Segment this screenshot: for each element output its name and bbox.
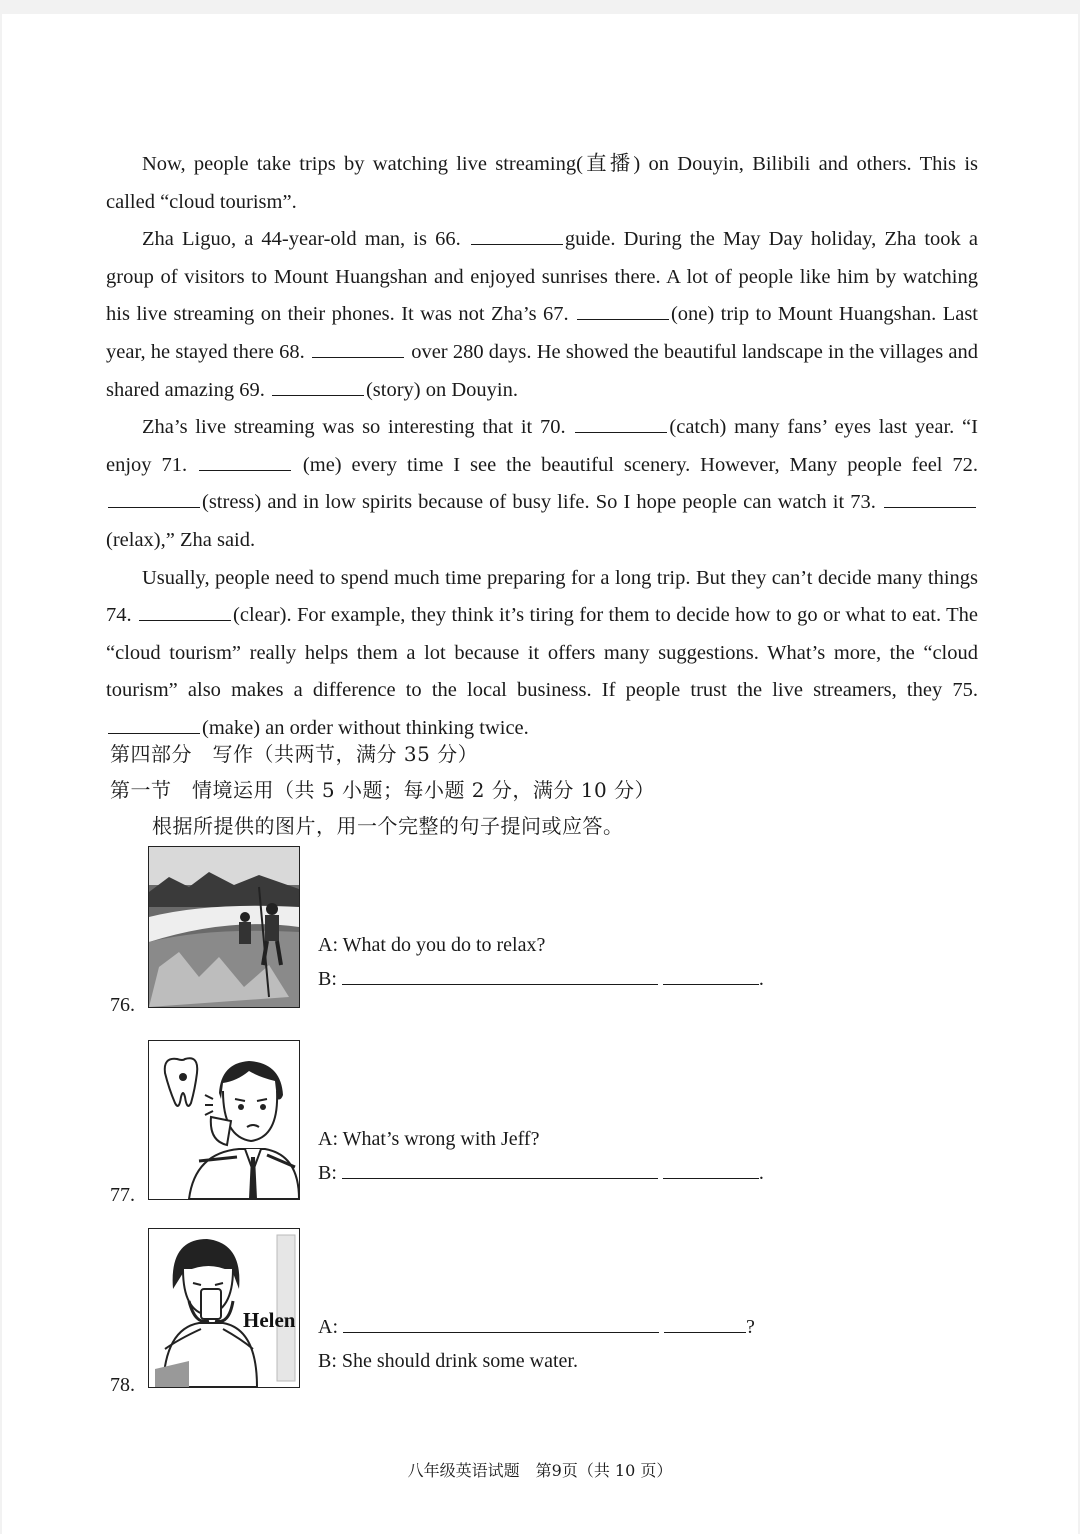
item-77-answer-line-2[interactable] [663,1156,759,1179]
item-77-question: A: What’s wrong with Jeff? [318,1128,540,1150]
item-77-number: 77. [110,1184,135,1206]
item-76-dialogue: A: What do you do to relax? B: . [318,928,764,996]
helen-label: Helen [243,1308,296,1332]
item-78-answer: B: She should drink some water. [318,1350,578,1372]
item-77-answer-line[interactable] [342,1156,658,1179]
blank-72[interactable] [108,487,200,508]
blank-74[interactable] [139,600,231,621]
blank-75[interactable] [108,713,200,734]
paragraph-1: Now, people take trips by watching live streaming(直播) on Douyin, Bilibili and others. This is called “cloud tourism”. [106,153,978,213]
paragraph-4: Usually, people need to spend much time preparing for a long trip. But they can’t decide many things 74. (clear). For example, they think it’s tiring for them to decide how to go or what to eat. The “cloud tourism” really helps them a lot because it offers many suggestions. What’s more, the “cloud tourism” also makes a difference to the local business. If people trust the live streamers, they 75. (make) an order without thinking twice. [106,566,978,739]
exam-page [2,14,1078,1534]
item-77-dialogue: A: What’s wrong with Jeff? B: . [318,1122,764,1190]
instruction: 根据所提供的图片，用一个完整的句子提问或应答。 [152,814,624,838]
part-title: 第四部分 写作（共两节，满分 35 分） [110,742,479,766]
paragraph-2: Zha Liguo, a 44-year-old man, is 66. guide. During the May Day holiday, Zha took a group of visitors to Mount Huangshan and enjoyed sunrises there. A lot of people like him by watching his live streaming on their phones. It was not Zha’s 67. (one) trip to Mount Huangshan. Last year, he stayed there 68. over 280 days. He showed the beautiful landscape in the villages and shared amazing 69. (story) on Douyin. [106,221,978,409]
item-78-dialogue: A: ? B: She should drink some water. [318,1310,755,1378]
blank-68[interactable] [312,337,404,358]
blank-71[interactable] [199,450,291,471]
blank-69[interactable] [272,375,364,396]
page-footer: 八年级英语试题 第9页（共 10 页） [407,1461,673,1480]
item-76-number: 76. [110,994,135,1016]
item-78-number: 78. [110,1374,135,1396]
girl-drinking-icon [149,1229,299,1387]
toothache-boy-icon [149,1041,299,1199]
paragraph-3: Zha’s live streaming was so interesting that it 70. (catch) many fans’ eyes last year. “I enjoy 71. (me) every time I see the beautiful scenery. However, Many people feel 72. (stress) and in low spirits because of busy life. So I hope people can watch it 73. (relax),” Zha said. [106,409,978,559]
hiking-image-icon [149,847,299,1007]
item-76-answer-line-2[interactable] [663,962,759,985]
reading-passage [106,146,978,748]
item-76-answer-line[interactable] [342,962,658,985]
item-76-question: A: What do you do to relax? [318,934,546,956]
blank-70[interactable] [575,412,667,433]
blank-66[interactable] [471,224,563,245]
hiking-picture [148,846,300,1008]
drinking-picture [148,1228,300,1388]
toothache-picture [148,1040,300,1200]
item-78-question-line-2[interactable] [664,1310,746,1333]
blank-67[interactable] [577,299,669,320]
section-title: 第一节 情境运用（共 5 小题；每小题 2 分，满分 10 分） [110,778,656,802]
item-78-question-line[interactable] [343,1310,659,1333]
blank-73[interactable] [884,487,976,508]
